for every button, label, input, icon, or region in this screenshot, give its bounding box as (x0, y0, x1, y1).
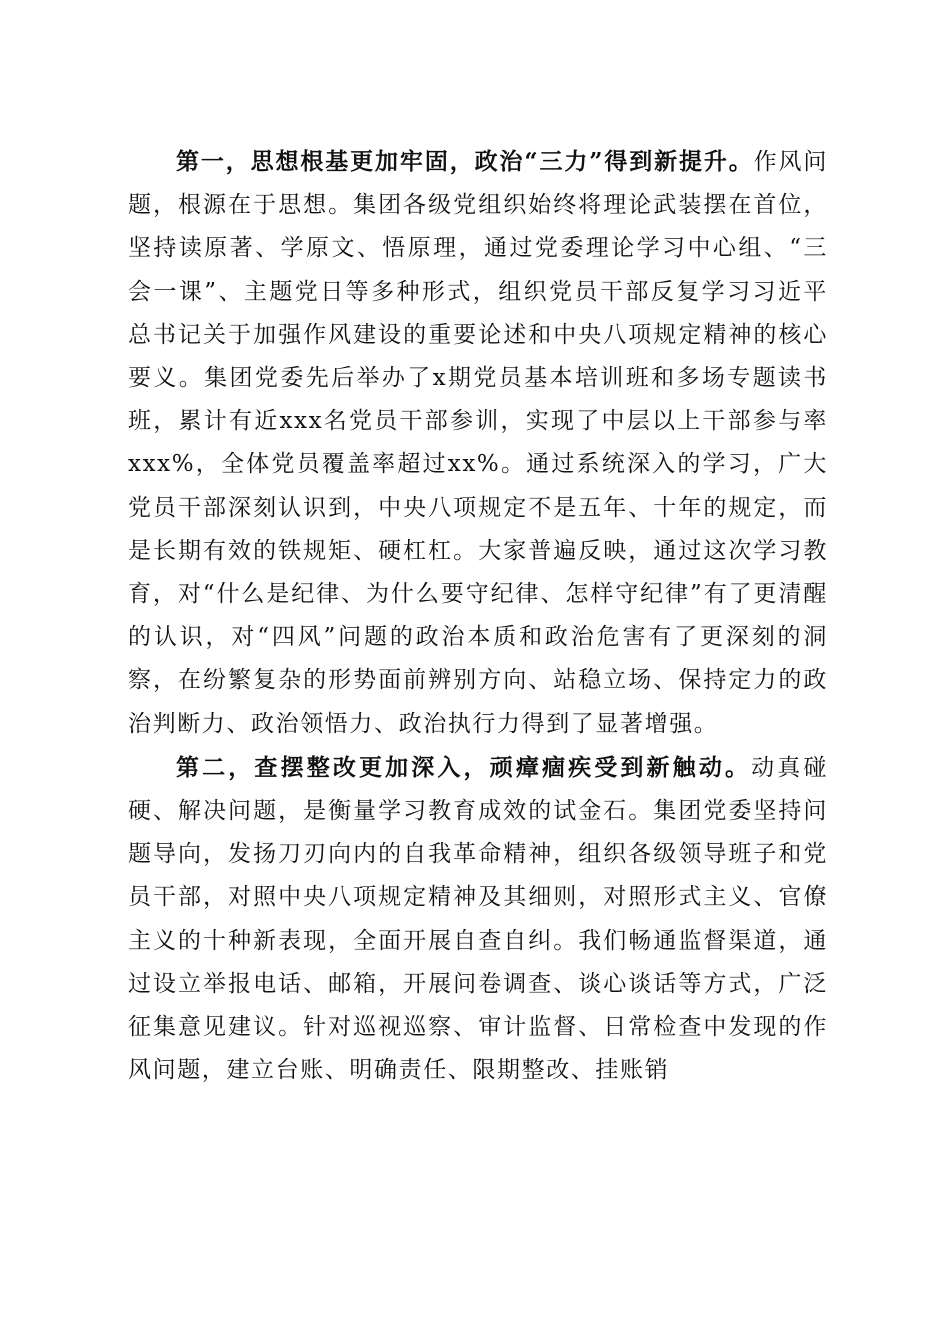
paragraph-2 (128, 746, 828, 1093)
document-page (128, 140, 828, 1092)
paragraph-1-heading: 第一，思想根基更加牢固，政治“三力”得到新提升。 (176, 148, 754, 175)
paragraph-2-heading: 第二，查摆整改更加深入，顽瘴痼疾受到新触动。 (176, 753, 752, 781)
paragraph-2-body: 动真碰硬、解决问题，是衡量学习教育成效的试金石。集团党委坚持问题导向，发扬刀刃向内的自我革命精神，组织各级领导班子和党员干部，对照中央八项规定精神及其细则，对照形式主义、官僚主义的十种新表现，全面开展自查自纠。我们畅通监督渠道，通过设立举报电话、邮箱，开展问卷调查、谈心谈话等方式，广泛征集意见建议。针对巡视巡察、审计监督、日常检查中发现的作风问题，建立台账、明确责任、限期整改、挂账销 (128, 754, 828, 1084)
paragraph-1-body: 作风问题，根源在于思想。集团各级党组织始终将理论武装摆在首位，坚持读原著、学原文、悟原理，通过党委理论学习中心组、“三会一课”、主题党日等多种形式，组织党员干部反复学习习近平总书记关于加强作风建设的重要论述和中央八项规定精神的核心要义。集团党委先后举办了x期党员基本培训班和多场专题读书班，累计有近xxx名党员干部参训，实现了中层以上干部参与率xxx%，全体党员覆盖率超过xx%。通过系统深入的学习，广大党员干部深刻认识到，中央八项规定不是五年、十年的规定，而是长期有效的铁规矩、硬杠杠。大家普遍反映，通过这次学习教育，对“什么是纪律、为什么要守纪律、怎样守纪律”有了更清醒的认识，对“四风”问题的政治本质和政治危害有了更深刻的洞察，在纷繁复杂的形势面前辨别方向、站稳立场、保持定力的政治判断力、政治领悟力、政治执行力得到了显著增强。 (128, 149, 828, 737)
paragraph-1 (128, 140, 828, 746)
